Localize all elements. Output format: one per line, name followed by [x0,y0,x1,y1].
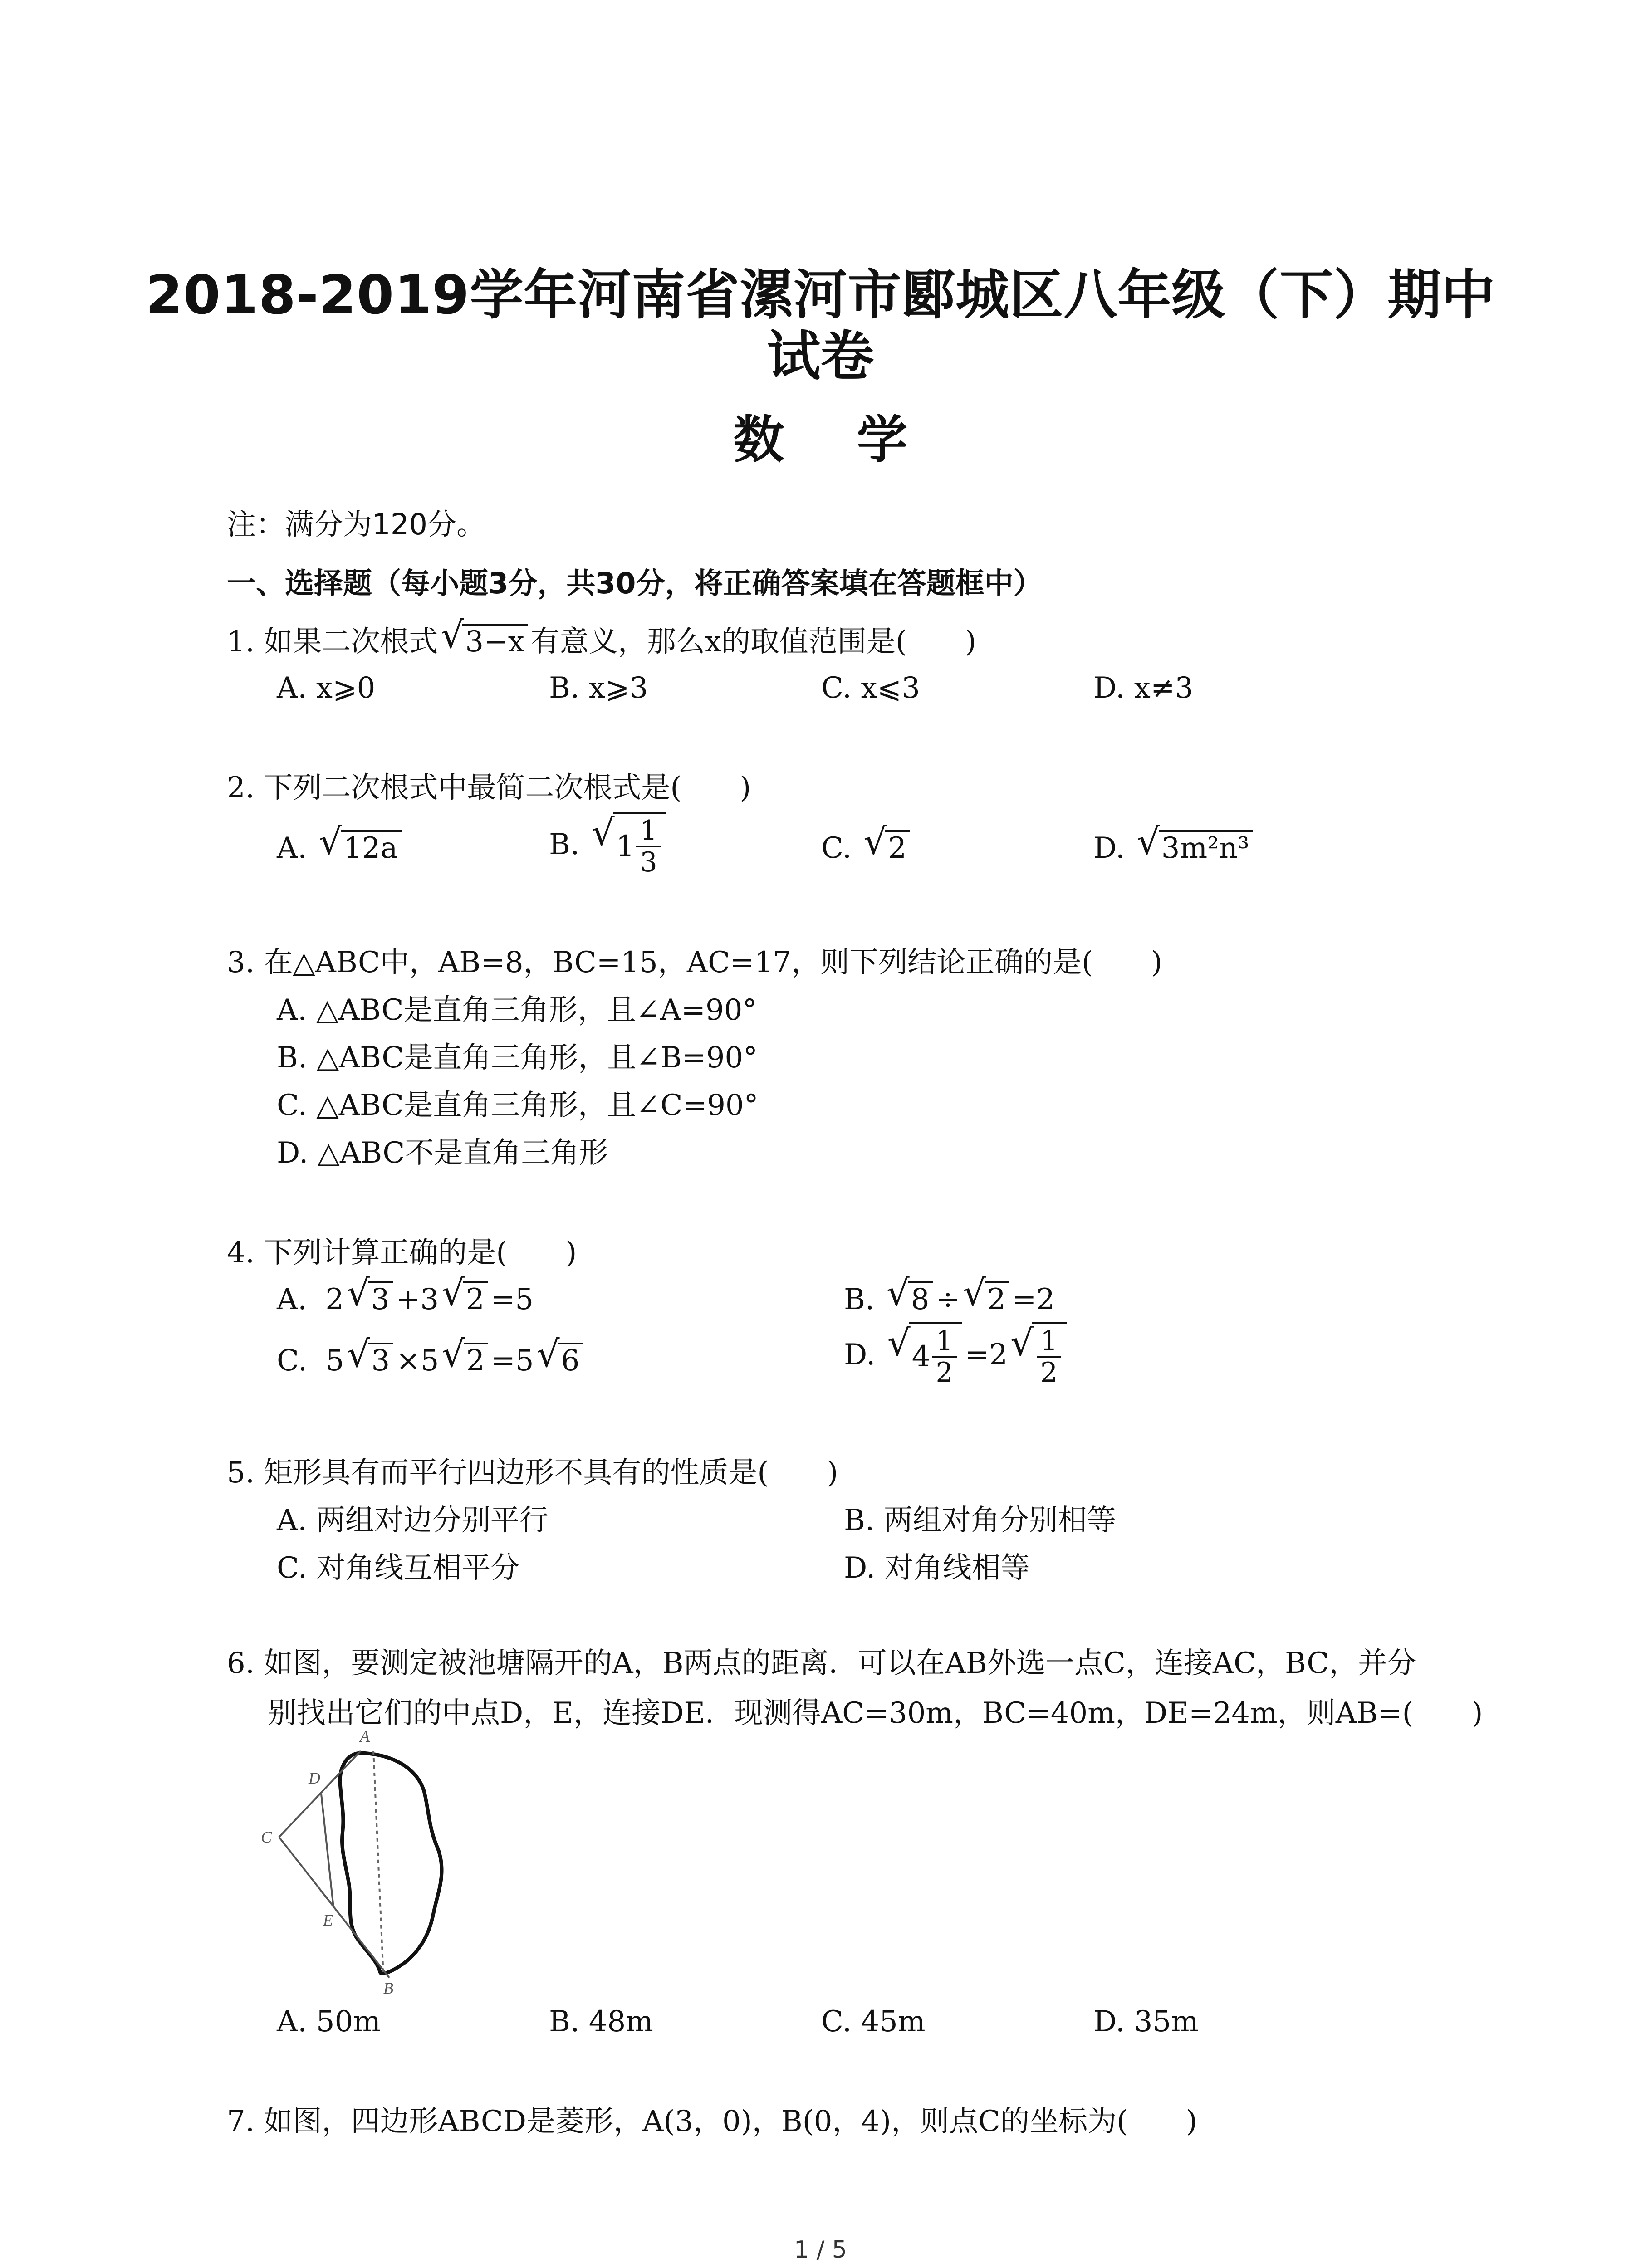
segment-ac [279,1751,361,1837]
segment-bc [279,1837,389,1978]
question-2-option-b: B. √ 1 $\frac{1}{3}$ [549,812,669,877]
question-1-option-c: C. x⩽3 [821,671,920,705]
section-heading-choice: 一、选择题（每小题3分，共30分，将正确答案填在答题框中） [227,567,1043,601]
label-c: C [261,1828,272,1846]
question-3-stem: 3. 在△ABC中，AB=8，BC=15，AC=17，则下列结论正确的是( ) [227,946,1163,979]
label-b: B [383,1979,393,1996]
question-7-stem: 7. 如图，四边形ABCD是菱形，A(3，0)，B(0，4)，则点C的坐标为( ) [227,2105,1198,2138]
question-1-option-a: A. x⩾0 [277,671,376,705]
question-2-stem: 2. 下列二次根式中最简二次根式是( ) [227,771,751,805]
segment-ab-dashed [373,1751,383,1975]
question-4-option-a: A. 2 √ 3 +3 √ 2 =5 [277,1272,534,1316]
label-a: A [360,1727,370,1745]
question-5-option-c: C. 对角线互相平分 [277,1551,520,1585]
question-1-stem: 1. 如果二次根式 √ 3−x 有意义，那么x的取值范围是( ) [227,614,976,659]
question-6-stem-line1: 6. 如图，要测定被池塘隔开的A，B两点的距离．可以在AB外选一点C，连接AC，BC，并分 [227,1647,1416,1680]
page-number: 1 / 5 [794,2236,847,2263]
label-e: E [323,1911,333,1929]
question-4-option-d: D. √ 4 $\frac{1}{2}$ =2 √ $\frac{1}{2}$ [844,1322,1069,1388]
exam-title-line2: 试卷 [767,325,874,387]
question-6-option-a: A. 50m [277,2005,381,2038]
question-5-option-b: B. 两组对角分别相等 [844,1504,1116,1537]
pond-figure [245,1724,481,1996]
question-1-option-b: B. x⩾3 [549,671,648,705]
question-2-option-d: D. √ 3m²n³ [1093,830,1256,863]
question-6-option-d: D. 35m [1093,2005,1199,2038]
question-3-option-b: B. △ABC是直角三角形，且∠B=90° [277,1041,758,1075]
question-2-option-a: A. √ 12a [277,830,404,863]
label-d: D [309,1769,320,1787]
question-1-option-d: D. x≠3 [1093,671,1194,705]
sqrt-expression: √ 3−x [441,624,528,656]
question-6-option-b: B. 48m [549,2005,653,2038]
question-6-stem-line2: 别找出它们的中点D，E，连接DE．现测得AC=30m，BC=40m，DE=24m，则AB=( ) [268,1696,1483,1730]
question-5-option-d: D. 对角线相等 [844,1551,1030,1585]
question-2-option-c: C. √ 2 [821,830,913,863]
question-3-option-d: D. △ABC不是直角三角形 [277,1136,608,1170]
question-4-option-c: C. 5 √ 3 ×5 √ 2 =5 √ 6 [277,1343,586,1375]
question-3-option-c: C. △ABC是直角三角形，且∠C=90° [277,1089,759,1122]
exam-title-line1: 2018-2019学年河南省漯河市郾城区八年级（下）期中 [145,264,1496,326]
subject-heading: 数学 [733,411,980,469]
question-3-option-a: A. △ABC是直角三角形，且∠A=90° [277,993,757,1027]
pond-outline [340,1753,442,1973]
question-5-stem: 5. 矩形具有而平行四边形不具有的性质是( ) [227,1456,838,1490]
score-note: 注：满分为120分。 [227,508,486,542]
question-4-stem: 4. 下列计算正确的是( ) [227,1236,577,1270]
question-4-option-b: B. √ 8 ÷ √ 2 =2 [844,1272,1055,1316]
question-6-option-c: C. 45m [821,2005,926,2038]
segment-de [321,1794,333,1907]
question-5-option-a: A. 两组对边分别平行 [277,1504,549,1537]
